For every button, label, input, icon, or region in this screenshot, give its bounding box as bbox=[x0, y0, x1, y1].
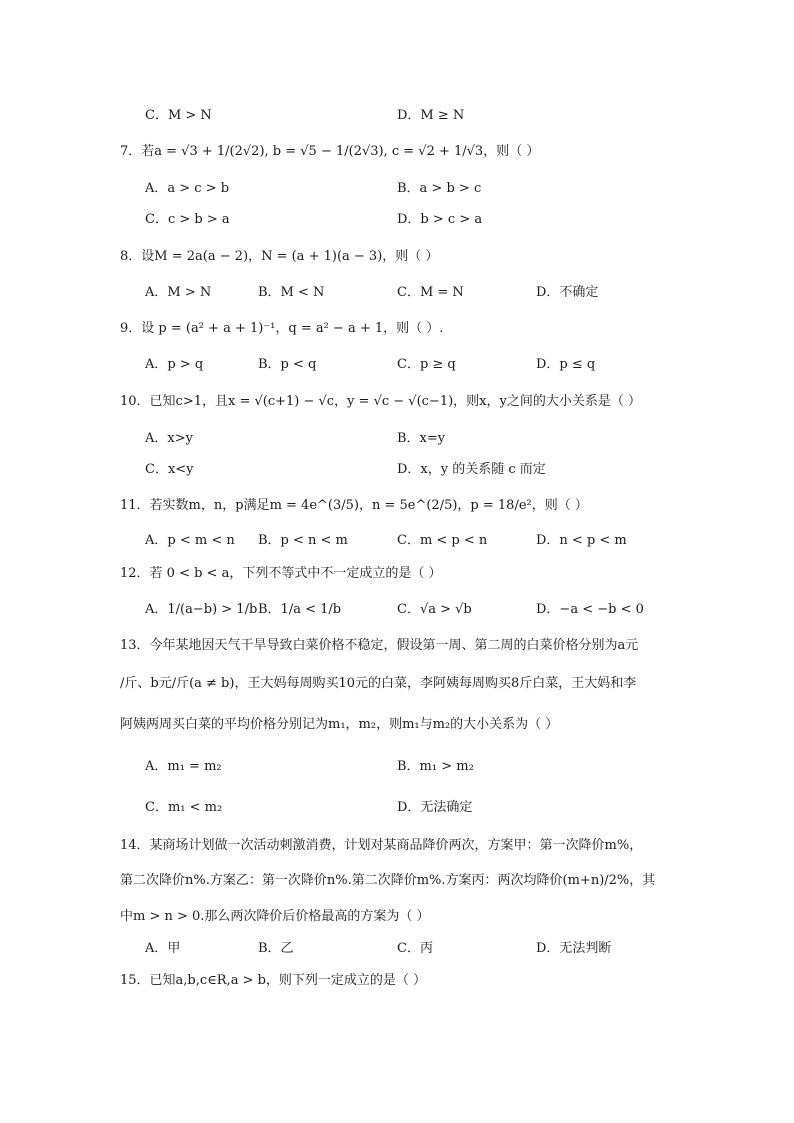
q11-option-b: B．p < n < m bbox=[258, 533, 348, 548]
q9-option-a: A．p > q bbox=[145, 357, 204, 372]
q9-option-b: B．p < q bbox=[258, 357, 317, 372]
question-15: 15．已知a,b,c∈R,a > b，则下列一定成立的是（ ） bbox=[120, 973, 427, 988]
question-12: 12．若 0 < b < a，下列不等式中不一定成立的是（ ） bbox=[120, 566, 442, 581]
question-13-line-2: /斤、b元/斤(a ≠ b)，王大妈每周购买10元的白菜，李阿姨每周购买8斤白菜，王大妈和李 bbox=[120, 676, 637, 691]
question-14-line-3: 中m > n > 0.那么两次降价后价格最高的方案为（ ） bbox=[120, 909, 430, 924]
q10-option-c: C．x<y bbox=[145, 462, 194, 477]
q11-option-d: D．n < p < m bbox=[536, 533, 627, 548]
q9-option-c: C．p ≥ q bbox=[397, 357, 456, 372]
q13-option-c: C．m₁ < m₂ bbox=[145, 800, 223, 815]
q10-option-b: B．x=y bbox=[397, 431, 446, 446]
question-14-line-1: 14．某商场计划做一次活动刺激消费，计划对某商品降价两次，方案甲：第一次降价m%， bbox=[120, 838, 643, 853]
q12-option-d: D．−a < −b < 0 bbox=[536, 602, 644, 617]
question-9: 9．设 p = (a² + a + 1)⁻¹，q = a² − a + 1，则（ ）. bbox=[120, 321, 444, 336]
prev-question-option-d: D．M ≥ N bbox=[397, 108, 465, 123]
q12-option-a: A．1/(a−b) > 1/b bbox=[145, 602, 258, 617]
q9-option-d: D．p ≤ q bbox=[536, 357, 596, 372]
q14-option-c: C．丙 bbox=[397, 941, 433, 956]
question-8: 8．设M = 2a(a − 2)，N = (a + 1)(a − 3)，则（ ） bbox=[120, 249, 439, 264]
q13-option-d: D．无法确定 bbox=[397, 800, 473, 815]
q11-option-a: A．p < m < n bbox=[145, 533, 235, 548]
question-11: 11．若实数m，n，p满足m = 4e^(3/5)，n = 5e^(2/5)，p = 18/e²，则（ ） bbox=[120, 498, 588, 513]
question-14-line-2: 第二次降价n%.方案乙：第一次降价n%.第二次降价m%.方案丙：两次均降价(m+n)/2%，其 bbox=[120, 873, 656, 888]
question-13-line-1: 13．今年某地因天气干旱导致白菜价格不稳定，假设第一周、第二周的白菜价格分别为a元 bbox=[120, 638, 639, 653]
q8-option-c: C．M = N bbox=[397, 285, 464, 300]
q13-option-b: B．m₁ > m₂ bbox=[397, 759, 474, 774]
q11-option-c: C．m < p < n bbox=[397, 533, 488, 548]
q14-option-b: B．乙 bbox=[258, 941, 294, 956]
q8-option-a: A．M > N bbox=[145, 285, 212, 300]
q13-option-a: A．m₁ = m₂ bbox=[145, 759, 222, 774]
question-13-line-3: 阿姨两周买白菜的平均价格分别记为m₁，m₂，则m₁与m₂的大小关系为（ ） bbox=[120, 717, 559, 732]
q7-option-c: C．c > b > a bbox=[145, 212, 230, 227]
q10-option-d: D．x，y 的关系随 c 而定 bbox=[397, 462, 546, 477]
q7-option-b: B．a > b > c bbox=[397, 181, 482, 196]
q12-option-b: B．1/a < 1/b bbox=[258, 602, 342, 617]
q8-option-d: D．不确定 bbox=[536, 285, 599, 300]
q14-option-a: A．甲 bbox=[145, 941, 181, 956]
q8-option-b: B．M < N bbox=[258, 285, 325, 300]
q14-option-d: D．无法判断 bbox=[536, 941, 612, 956]
q7-option-a: A．a > c > b bbox=[145, 181, 230, 196]
question-10: 10．已知c>1，且x = √(c+1) − √c，y = √c − √(c−1)，则x，y之间的大小关系是（ ） bbox=[120, 394, 641, 409]
question-7: 7．若a = √3 + 1/(2√2), b = √5 − 1/(2√3), c = √2 + 1/√3，则（ ） bbox=[120, 144, 540, 159]
q10-option-a: A．x>y bbox=[145, 431, 193, 446]
q12-option-c: C．√a > √b bbox=[397, 602, 472, 617]
q7-option-d: D．b > c > a bbox=[397, 212, 483, 227]
prev-question-option-c: C．M > N bbox=[145, 108, 212, 123]
